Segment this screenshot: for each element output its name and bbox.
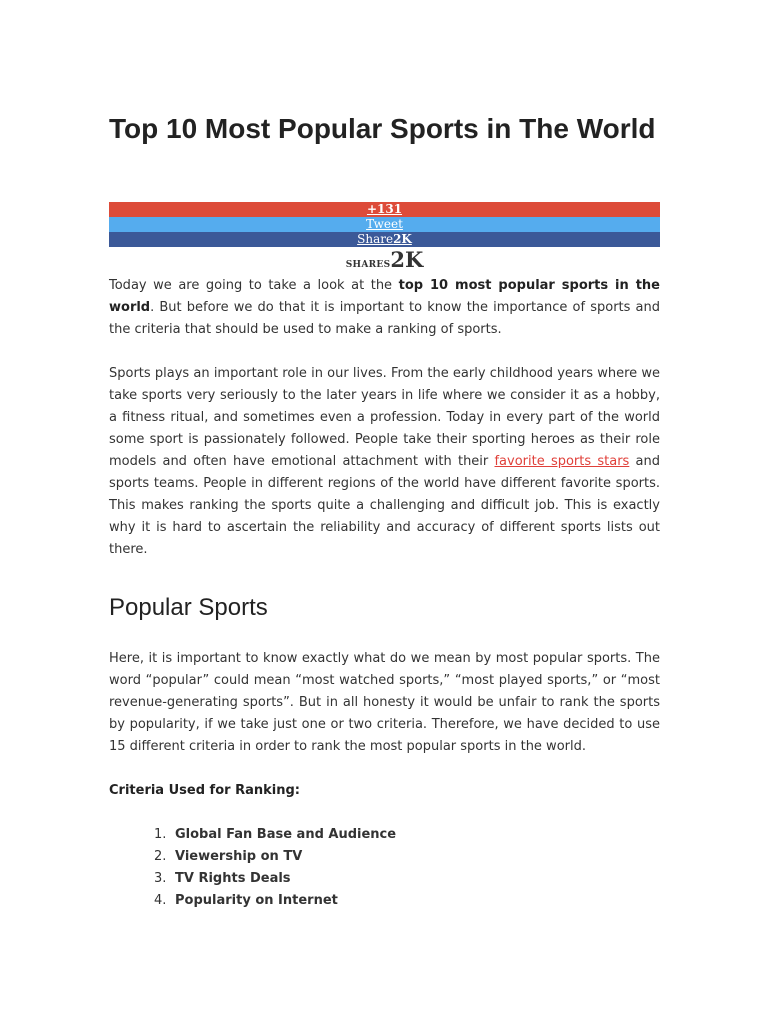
intro-paragraph	[109, 275, 660, 341]
google-plus-share-link[interactable]: +131	[366, 202, 403, 216]
shares-count: 2K	[390, 247, 424, 272]
facebook-share-label: Share	[357, 232, 394, 246]
list-item	[154, 846, 660, 868]
intro-text-before: Today we are going to take a look at the	[109, 278, 399, 293]
criteria-heading	[109, 780, 660, 802]
tweet-share-bar[interactable]	[109, 217, 660, 232]
importance-text-after: and sports teams. People in different regions of the world have different favorite sports. This makes ranking the sports quite a challenging and difficult job. This is exactly why it is hard to ascertain the reliability and accuracy of different sports lists out there.	[109, 454, 661, 557]
intro-text-after: . But before we do that it is important to know the importance of sports and the criteria that should be used to make a ranking of sports.	[109, 300, 660, 337]
intro-bold-text: top 10 most popular sports in the world	[109, 278, 660, 315]
list-item	[154, 868, 660, 890]
article-title: Top 10 Most Popular Sports in The World	[109, 113, 656, 144]
google-plus-share-bar[interactable]	[109, 202, 660, 217]
section-heading-popular-sports: Popular Sports	[109, 594, 268, 621]
shares-label: SHARES	[345, 260, 391, 270]
share-bar-group	[109, 202, 660, 277]
facebook-share-link[interactable]	[357, 232, 412, 246]
list-item-label: TV Rights Deals	[175, 871, 291, 886]
list-item-number: 3.	[154, 871, 167, 886]
facebook-share-bar[interactable]	[109, 232, 660, 247]
list-item-number: 1.	[154, 827, 167, 842]
list-item-label: Viewership on TV	[175, 849, 303, 864]
article-body	[109, 275, 660, 912]
criteria-heading-text: Criteria Used for Ranking:	[109, 783, 300, 798]
list-item-label: Global Fan Base and Audience	[175, 827, 397, 842]
criteria-list	[109, 824, 660, 912]
list-item-number: 2.	[154, 849, 167, 864]
importance-text-before: Sports plays an important role in our lives. From the early childhood years where we take sports very seriously to the later years in life where we consider it as a hobby, a fitness ritual, and sometimes even a profession. Today in every part of the world some sport is passionately followed. People take their sporting heroes as their role models and often have emotional attachment with their	[109, 366, 660, 469]
shares-total	[109, 248, 660, 277]
tweet-share-link[interactable]: Tweet	[366, 217, 403, 231]
list-item	[154, 890, 660, 912]
definition-paragraph: Here, it is important to know exactly what do we mean by most popular sports. The word “popular” could mean “most watched sports,” “most played sports,” or “most revenue-generating sports”. But in all honesty it would be unfair to rank the sports by popularity, if we take just one or two criteria. Therefore, we have decided to use 15 different criteria in order to rank the most popular sports in the world.	[109, 651, 660, 754]
list-item-label: Popularity on Internet	[175, 893, 338, 908]
facebook-share-count: 2K	[393, 232, 412, 246]
importance-paragraph	[109, 363, 660, 561]
list-item-number: 4.	[154, 893, 167, 908]
favorite-sports-stars-link[interactable]: favorite sports stars	[494, 454, 630, 469]
list-item	[154, 824, 660, 846]
